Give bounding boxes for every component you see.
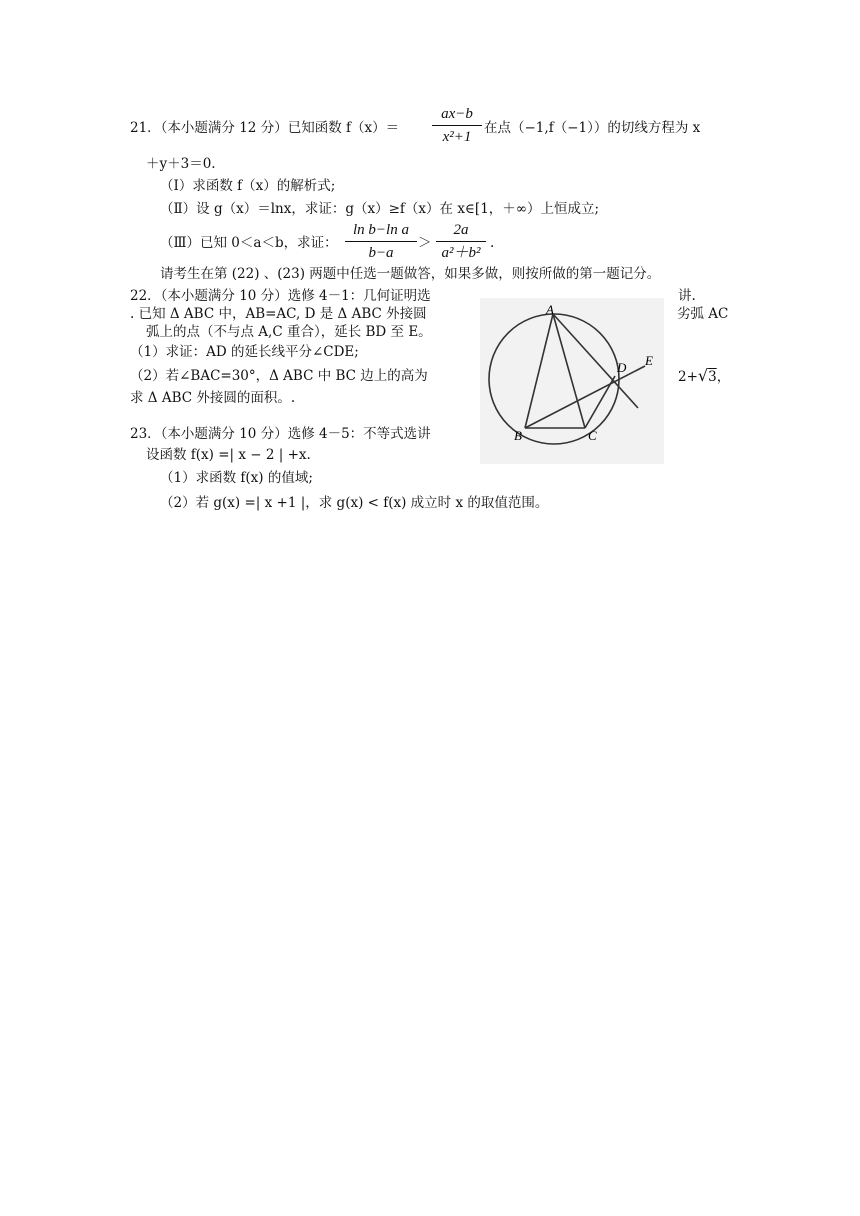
q22-title-a: 22．（本小题满分 10 分）选修 4－1：几何证明选	[130, 288, 431, 304]
q21-part3-left-numerator: ln b−ln a	[353, 222, 409, 238]
q21-part3-right-numerator: 2a	[453, 222, 469, 238]
q23-function: 设函数 f(x) =| x − 2 | +x.	[146, 447, 311, 463]
q21-fraction-denominator: x²+1	[442, 129, 472, 145]
q21-part-1: （Ⅰ）求函数 f（x）的解析式;	[160, 178, 336, 194]
label-c: C	[588, 428, 597, 443]
sqrt-sign: √	[697, 366, 709, 385]
q21-fraction-numerator: ax−b	[441, 106, 473, 122]
q21-part-3: （Ⅲ）已知 0＜a＜b，求证：	[160, 235, 338, 251]
q21-part3-period: .	[490, 235, 495, 251]
q22-height-comma: ，	[716, 369, 731, 385]
q21-part3-right-denominator: a²＋b²	[441, 245, 481, 261]
label-e: E	[645, 353, 653, 368]
q23-title: 23．（本小题满分 10 分）选修 4－5：不等式选讲	[130, 426, 431, 442]
circumscribed-circle	[489, 314, 619, 444]
q22-part-2c: 求 Δ ABC 外接圆的面积。.	[130, 390, 296, 406]
selection-note: 请考生在第 (22) 、(23) 两题中任选一题做答，如果多做，则按所做的第一题记分。	[160, 266, 661, 282]
q21-part3-fraction-right	[436, 220, 486, 263]
geometry-diagram	[480, 298, 664, 464]
segment-ab	[525, 314, 553, 428]
q22-part-2b	[678, 367, 730, 386]
q22-line-1a: . 已知 Δ ABC 中，AB=AC, D 是 Δ ABC 外接圆	[130, 306, 427, 322]
q21-stem-c: ＋y＋3＝0.	[146, 156, 216, 172]
q21-part3-fraction-left	[345, 220, 417, 263]
q22-line-1b: 劣弧 AC	[677, 306, 729, 322]
fraction-bar	[432, 125, 482, 126]
q22-line-2: 弧上的点（不与点 A,C 重合），延长 BD 至 E。	[146, 324, 432, 340]
label-d: D	[617, 360, 627, 375]
q21-part3-left-denominator: b−a	[368, 245, 394, 261]
q23-part-1: （1）求函数 f(x) 的值域;	[160, 470, 313, 486]
q21-part3-greater-than: ＞	[418, 235, 432, 251]
fraction-bar	[436, 241, 486, 242]
q21-part-2: （Ⅱ）设 g（x）＝lnx，求证：g（x）≥f（x）在 x∈[1，＋∞）上恒成立;	[160, 201, 600, 217]
label-b: B	[514, 428, 522, 443]
q22-height-radicand: 3	[708, 369, 717, 385]
label-a: A	[546, 302, 554, 317]
segment-cd	[585, 376, 615, 428]
q21-function-fraction	[432, 104, 482, 147]
q21-stem-a: 21．（本小题满分 12 分）已知函数 f（x）＝	[130, 120, 400, 136]
q22-title-b: 讲.	[678, 288, 696, 304]
fraction-bar	[345, 241, 417, 242]
q22-part-1: （1）求证：AD 的延长线平分∠CDE;	[130, 344, 359, 360]
q22-height-prefix: 2+	[678, 369, 698, 385]
circle-triangle-figure	[480, 298, 664, 464]
q23-part-2: （2）若 g(x) =| x +1 |，求 g(x) < f(x) 成立时 x 的取值范围。	[160, 495, 549, 511]
q22-part-2a: （2）若∠BAC=30°，Δ ABC 中 BC 边上的高为	[130, 368, 428, 384]
q21-stem-b: 在点（−1,f（−1））的切线方程为 x	[484, 120, 701, 136]
